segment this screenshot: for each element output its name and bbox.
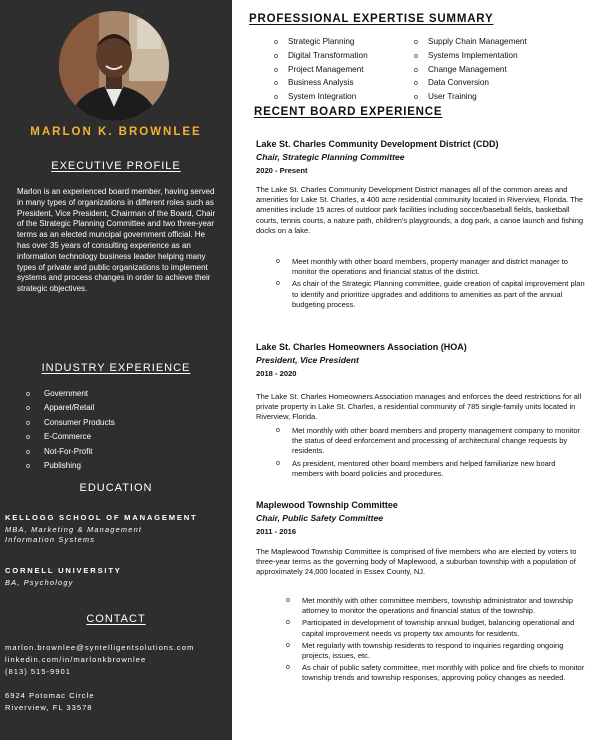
position-dates: 2020 - Present [256,166,308,175]
education-school: CORNELL UNIVERSITY [5,566,122,575]
list-item [414,77,527,91]
position-org: Lake St. Charles Homeowners Association (HOA) [256,342,467,352]
skills-list-right [414,36,527,105]
bullet-icon: o [26,463,30,471]
list-item [274,257,586,277]
bullet-icon: o [26,448,30,456]
bullet-icon: o [274,94,278,102]
bullet-icon: o [414,66,418,74]
industry-label: Publishing [44,461,81,471]
position-org: Maplewood Township Committee [256,500,398,510]
bullet-icon: o [276,258,280,265]
position-bullets [274,426,586,481]
list-item [26,430,115,444]
bullet-text: As chair of public safety committee, met monthly with police and fire chiefs to monitor township trends and township responses, approving policy changes as needed. [302,663,585,683]
list-item [414,91,527,105]
bullet-text: As chair of the Strategic Planning committee, guide creation of capital improvement plan to identify and prioritize upgrades and additions to amenities as part of the annual budgeting process. [292,279,585,309]
list-item [284,641,586,661]
list-item [274,426,586,457]
contact-heading: CONTACT [86,613,146,625]
bullet-icon: o [276,280,280,288]
executive-profile-heading: EXECUTIVE PROFILE [51,160,181,172]
position-org: Lake St. Charles Community Development District (CDD) [256,139,499,149]
expertise-heading: PROFESSIONAL EXPERTISE SUMMARY [249,13,494,25]
list-item [284,596,586,616]
skill-label: Data Conversion [428,78,489,88]
bullet-icon: o [274,66,278,74]
bullet-icon: o [276,427,280,434]
skill-label: Change Management [428,64,507,74]
list-item [274,64,368,78]
position-role: Chair, Strategic Planning Committee [256,152,405,162]
position-dates: 2011 - 2016 [256,527,297,536]
list-item [26,387,115,401]
contact-linkedin[interactable]: linkedin.com/in/marlonkbrownlee [5,655,147,664]
list-item [274,50,368,64]
sidebar [0,0,232,740]
list-item [274,91,368,105]
industry-label: Consumer Products [44,417,115,427]
list-item [284,663,586,683]
list-item [274,77,368,91]
bullet-icon: o [414,94,418,102]
bullet-icon: o [274,39,278,46]
main-content [244,0,594,740]
contact-address-line1: 6924 Potomac Circle [5,691,95,700]
position-description: The Lake St. Charles Community Development District manages all of the common areas and amenities for Lake St. Charles, a 400 acre residential community located in Riverview, Florida. The amenities include 15 acres of outdoor park facilities including soccer/baseball fields, basketball courts, tennis courts, a nature path, children's playgrounds, a dog park, a canoe launch and fishing docks on a lake. [256,185,584,235]
skills-list-left [274,36,368,105]
industry-label: Not-For-Profit [44,446,93,456]
skill-label: Business Analysis [288,78,354,88]
contact-email[interactable]: marlon.brownlee@syntelligentsolutions.com [5,643,195,652]
bullet-icon: o [414,52,418,60]
bullet-text: As president, mentored other board members and helped familiarize new board members with board policies and procedures. [292,458,556,478]
bullet-icon: o [274,52,278,60]
bullet-text: Participated in development of township annual budget, balancing operational and capital improvement needs vs property tax amounts for residents. [302,618,575,638]
list-item [274,459,586,479]
position-role: Chair, Public Safety Committee [256,513,384,523]
list-item [274,36,368,50]
profile-photo [59,11,169,121]
education-heading: EDUCATION [79,482,153,494]
bullet-text: Meet monthly with other board members, property manager and district manager to monitor the operations and financial status of the district. [292,257,568,277]
industry-label: Government [44,389,89,398]
position-description: The Maplewood Township Committee is comprised of five members who are elected by voters to three-year terms as the governing body of Maplewood, a suburban township with a population of approximately 24,000 located in Essex County, NJ. [256,547,577,577]
education-school: KELLOGG SCHOOL OF MANAGEMENT [5,513,198,522]
bullet-icon: o [286,597,290,604]
education-degree: BA, Psychology [5,578,74,587]
list-item [414,64,527,78]
list-item [414,50,527,64]
bullet-icon: o [286,619,290,627]
bullet-text: Met monthly with other board members and property management company to monitor the status of deed enforcement and processing of architectural change requests by residents. [292,426,581,456]
list-item [26,445,115,459]
bullet-icon: o [414,80,418,88]
skill-label: Systems Implementation [428,50,518,60]
bullet-text: Met monthly with other committee members, township administrator and township attorney to monitor the operations and financial status of the township. [302,596,573,616]
bullet-icon: o [274,80,278,88]
executive-profile-text: Marlon is an experienced board member, having served in many types of organizations in different roles such as President, Vice President, Chairman of the Board, Chair of the Strategic Planning Committee and two three-year terms as an elected muncipal government official. He has over 35 years of consulting experience as an information technology business leader helping many types of private and public organizations to implement systems and process changes in order to achieve their strategic objectives. [17,187,216,294]
skill-label: Project Management [288,64,364,74]
skill-label: Digital Transformation [288,50,368,60]
bullet-icon: o [276,459,280,467]
industry-list [26,387,115,473]
education-degree: Information Systems [5,535,96,544]
skill-label: User Training [428,92,477,102]
bullet-icon: o [26,405,30,413]
candidate-name: MARLON K. BROWNLEE [30,126,202,138]
bullet-icon: o [414,39,418,46]
position-bullets [274,257,586,312]
contact-phone: (813) 515-9901 [5,667,71,676]
contact-address-line2: Riverview, FL 33578 [5,703,93,712]
bullet-icon: o [26,434,30,442]
industry-experience-heading: INDUSTRY EXPERIENCE [41,362,191,374]
position-bullets [284,596,586,686]
position-role: President, Vice President [256,355,359,365]
list-item [26,459,115,473]
bullet-icon: o [286,664,290,672]
list-item [26,401,115,415]
bullet-icon: o [26,391,30,398]
education-degree: MBA, Marketing & Management [5,525,143,534]
bullet-text: Met regularly with township residents to respond to inquiries regarding ongoing projects, issues, etc. [302,640,564,661]
board-experience-heading: RECENT BOARD EXPERIENCE [254,106,443,118]
skill-label: System Integration [288,92,357,102]
industry-label: E-Commerce [44,432,92,442]
list-item [274,279,586,310]
bullet-icon: o [26,419,30,427]
profile-photo-illustration [59,11,169,121]
skill-label: Supply Chain Management [428,37,527,46]
position-description: The Lake St. Charles Homeowners Association manages and enforces the deed restrictions for all private property in Lake St. Charles, a residential community of 785 single-family units located in Riverview, Florida. [256,392,582,422]
bullet-icon: o [286,641,290,649]
industry-label: Apparel/Retail [44,403,95,413]
position-dates: 2018 - 2020 [256,369,297,378]
list-item [26,416,115,430]
list-item [284,618,586,638]
skill-label: Strategic Planning [288,37,355,46]
list-item [414,36,527,50]
